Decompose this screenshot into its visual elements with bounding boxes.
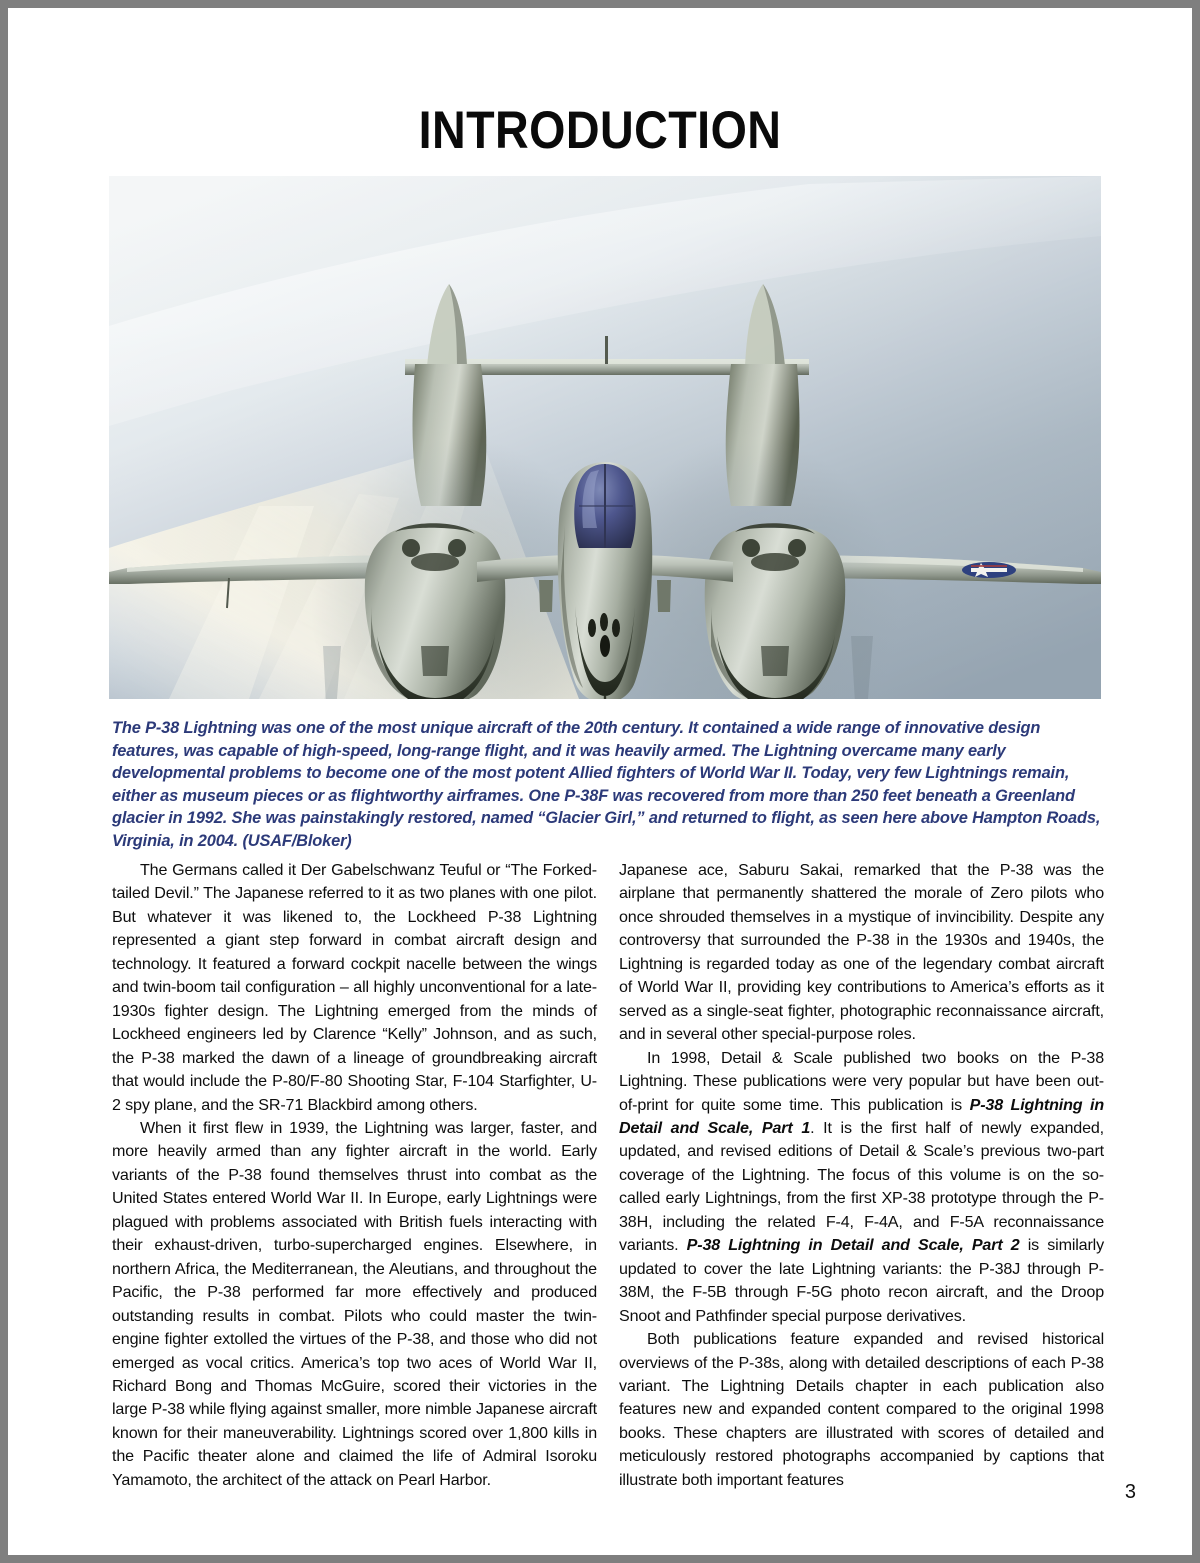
right-column [619,859,1105,1489]
text-run: . It is the first half of newly expanded, updated, and revised editions of Detail & Scale’s previous two-part coverage of the Lightning. The focus of this volume is on the so-called early Lightnings, from the first XP-38 prototype through the P-38H, including the related F-4, F-4A, and F-5A reconnaissance variants. [619,1118,1104,1255]
photo-caption: The P-38 Lightning was one of the most unique aircraft of the 20th century. It contained a wide range of innovative design features, was capable of high-speed, long-range flight, and it was heavily armed. The Lightning overcame many early developmental problems to become one of the most potent Allied fighters of World War II. Today, very few Lightnings remain, either as museum pieces or as flightworthy airframes. One P-38F was recovered from more than 250 feet beneath a Greenland glacier in 1992. She was painstakingly restored, named “Glacier Girl,” and returned to flight, as seen here above Hampton Roads, Virginia, in 2004. (USAF/Bloker) [112,719,1101,850]
aircraft-photograph [109,176,1101,699]
body-columns [112,859,1105,1489]
paragraph: When it first flew in 1939, the Lightning was larger, faster, and more heavily armed than any fighter aircraft in the world. Early variants of the P-38 found themselves thrust into combat as the United States entered World War II. In Europe, early Lightnings were plagued with problems associated with British fuels interacting with their exhaust-driven, turbo-supercharged engines. Elsewhere, in northern Africa, the Mediterranean, the Aleutians, and throughout the Pacific, the P-38 performed far more effectively and produced outstanding results in combat. Pilots who could master the twin-engine fighter extolled the virtues of the P-38, and those who did not emerged as vocal critics. America’s top two aces of World War II, Richard Bong and Thomas McGuire, scored their victories in the large P-38 while flying against smaller, more nimble Japanese aircraft known for their maneuverability. Lightnings scored over 1,800 kills in the Pacific theater alone and claimed the life of Admiral Isoroku Yamamoto, the architect of the attack on Pearl Harbor. [112,1118,597,1489]
paragraph: Both publications feature expanded and revised historical overviews of the P-38s, along with detailed descriptions of each P-38 variant. The Lightning Details chapter in each publication also features new and expanded content compared to the original 1998 books. These chapters are illustrated with scores of detailed and meticulously restored photographs accompanied by captions that illustrate both important features [619,1330,1104,1489]
paragraph-continued: Japanese ace, Saburu Sakai, remarked that the P-38 was the airplane that permanently shattered the morale of Zero pilots who once shrouded themselves in a mystique of invincibility. Despite any controversy that surrounded the P-38 in the 1930s and 1940s, the Lightning is regarded today as one of the legendary combat aircraft of World War II, providing key contributions to America’s efforts as it served as a single-seat fighter, photographic reconnaissance aircraft, and in several other special-purpose roles. [619,861,1104,1044]
p38-lightning-illustration [109,176,1101,699]
left-column [112,859,597,1489]
title-emphasis-part1: P-38 Lightning in Detail and Scale, Part 1 [619,1095,1104,1137]
title-emphasis-part2: P-38 Lightning in Detail and Scale, Part 2 [686,1236,1020,1255]
document-page [8,8,1192,1555]
paragraph: The Germans called it Der Gabelschwanz Teuful or “The Forked-tailed Devil.” The Japanese referred to it as two planes with one pilot. But whatever it was likened to, the Lockheed P-38 Lightning represented a giant step forward in combat aircraft design and technology. It featured a forward cockpit nacelle between the wings and twin-boom tail configuration – all highly unconventional for a late-1930s fighter design. The Lightning emerged from the minds of Lockheed engineers led by Clarence “Kelly” Johnson, and as such, the P-38 marked the dawn of a lineage of groundbreaking aircraft that would include the P-80/F-80 Shooting Star, F-104 Starfighter, U-2 spy plane, and the SR-71 Blackbird among others. [112,861,597,1114]
paragraph-publications [619,1047,1104,1328]
page-number: 3 [1124,1481,1136,1503]
page-title: INTRODUCTION [418,101,782,160]
text-run: In 1998, Detail & Scale published two books on the P-38 Lightning. These publications were very popular but have been out-of-print for quite some time. This publication is [619,1048,1104,1114]
text-run: is similarly updated to cover the late Lightning variants: the P-38J through P-38M, the F-5B through F-5G photo recon aircraft, and the Droop Snoot and Pathfinder special purpose derivatives. [619,1236,1105,1325]
